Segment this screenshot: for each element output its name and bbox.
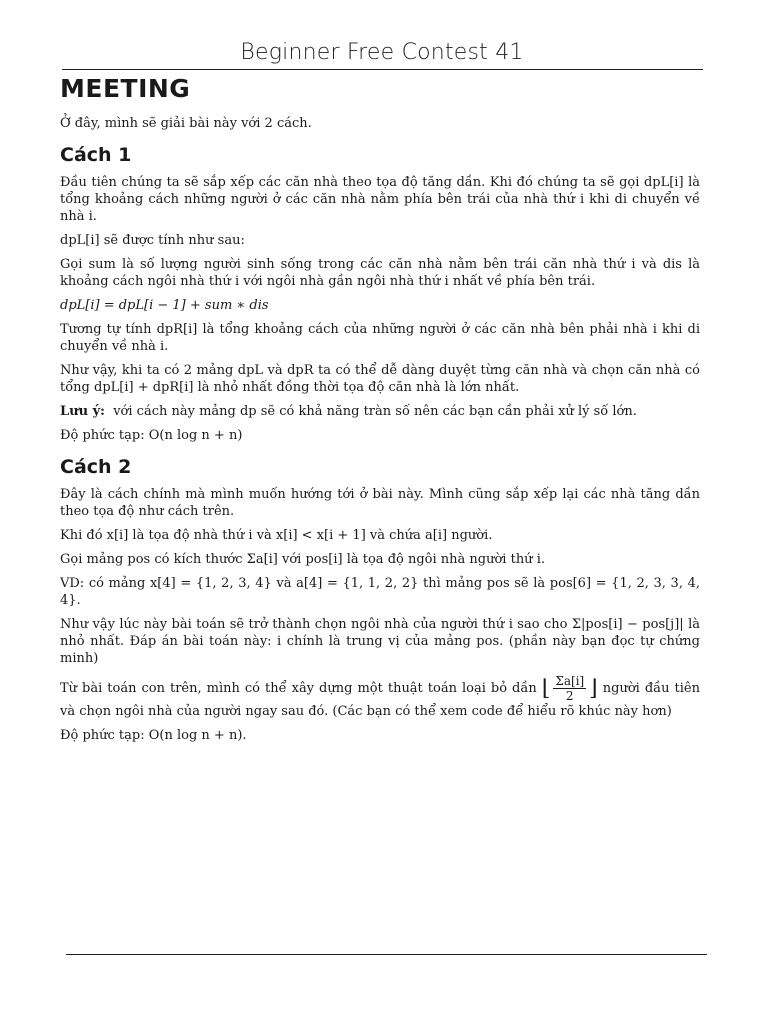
footer-divider bbox=[66, 954, 707, 955]
floor-right-bracket: ⌋ bbox=[589, 676, 598, 701]
page-title: MEETING bbox=[60, 74, 191, 103]
method2-complexity: Độ phức tạp: O(n log n + n). bbox=[60, 728, 247, 743]
method1-paragraph-5: Như vậy, khi ta có 2 mảng dpL và dpR ta có thể dễ dàng duyệt từng căn nhà và chọn căn nhà có tổng dpL[i] + dpR[i] là nhỏ nhất đồng thời tọa độ căn nhà là lớn nhất. bbox=[60, 363, 700, 395]
p6-after: người đầu tiên và chọn ngôi nhà của người ngay sau đó. (Các bạn có thể xem code để hiểu rõ khúc này hơn) bbox=[60, 681, 700, 719]
method1-note bbox=[60, 403, 700, 420]
method1-paragraph-3: Gọi sum là số lượng người sinh sống trong các căn nhà nằm bên trái căn nhà thứ i và dis là khoảng cách ngôi nhà thứ i với ngôi nhà gần ngôi nhà thứ i nhất về phía bên trái. bbox=[60, 257, 700, 289]
method1-formula: dpL[i] = dpL[i − 1] + sum ∗ dis bbox=[60, 298, 269, 313]
document-body bbox=[60, 72, 700, 751]
method1-complexity: Độ phức tạp: O(n log n + n) bbox=[60, 428, 243, 443]
note-label: Lưu ý: bbox=[60, 404, 105, 419]
fraction-denominator: 2 bbox=[565, 689, 574, 703]
fraction bbox=[553, 674, 586, 703]
method2-paragraph-4: VD: có mảng x[4] = {1, 2, 3, 4} và a[4] = {1, 1, 2, 2} thì mảng pos sẽ là pos[6] = {1, 2, 3, 3, 4, 4}. bbox=[60, 576, 700, 608]
method2-paragraph-5: Như vậy lúc này bài toán sẽ trở thành chọn ngôi nhà của người thứ i sao cho Σ|pos[i] − pos[j]| là nhỏ nhất. Đáp án bài toán này: i chính là trung vị của mảng pos. (phần này bạn đọc tự chứng minh) bbox=[60, 617, 700, 666]
method1-paragraph-2: dpL[i] sẽ được tính như sau: bbox=[60, 233, 245, 248]
note-text: với cách này mảng dp sẽ có khả năng tràn số nên các bạn cần phải xử lý số lớn. bbox=[113, 404, 637, 419]
method1-paragraph-1: Đầu tiên chúng ta sẽ sắp xếp các căn nhà theo tọa độ tăng dần. Khi đó chúng ta sẽ gọi dpL[i] là tổng khoảng cách những người ở các căn nhà nằm phía bên trái của nhà thứ i khi di chuyển về nhà i. bbox=[60, 175, 700, 224]
header-divider bbox=[62, 69, 703, 70]
method1-heading: Cách 1 bbox=[60, 144, 132, 166]
method2-paragraph-6 bbox=[60, 674, 700, 720]
floor-left-bracket: ⌊ bbox=[541, 676, 551, 701]
method1-paragraph-4: Tương tự tính dpR[i] là tổng khoảng cách của những người ở các căn nhà bên phải nhà i khi di chuyển về nhà i. bbox=[60, 322, 700, 354]
method2-paragraph-1: Đây là cách chính mà mình muốn hướng tới ở bài này. Mình cũng sắp xếp lại các nhà tăng dần theo tọa độ như cách trên. bbox=[60, 487, 700, 519]
method2-paragraph-2: Khi đó x[i] là tọa độ nhà thứ i và x[i] < x[i + 1] và chứa a[i] người. bbox=[60, 528, 493, 543]
method2-paragraph-3: Gọi mảng pos có kích thước Σa[i] với pos[i] là tọa độ ngôi nhà người thứ i. bbox=[60, 552, 545, 567]
floor-expression bbox=[541, 674, 598, 703]
p6-before: Từ bài toán con trên, mình có thể xây dựng một thuật toán loại bỏ dần bbox=[60, 681, 537, 696]
contest-header: Beginner Free Contest 41 bbox=[240, 40, 524, 65]
method2-heading: Cách 2 bbox=[60, 456, 132, 478]
intro-paragraph: Ở đây, mình sẽ giải bài này với 2 cách. bbox=[60, 116, 312, 131]
fraction-numerator: Σa[i] bbox=[555, 674, 585, 688]
